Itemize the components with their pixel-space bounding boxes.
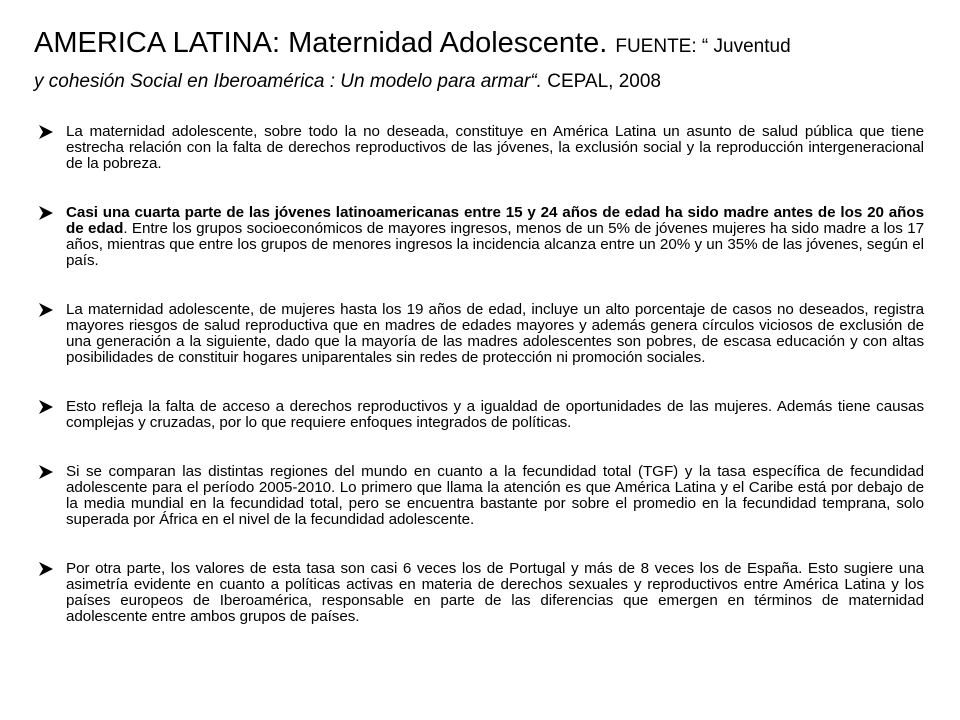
arrowhead-bullet-icon (38, 562, 54, 576)
bullet-item (38, 302, 924, 366)
bullet-item (38, 399, 924, 431)
title-line-2 (34, 65, 934, 99)
arrowhead-bullet-icon (38, 465, 54, 479)
title-line-1 (34, 26, 934, 65)
arrowhead-bullet-icon (38, 206, 54, 220)
bullet-bold-text: Casi una cuarta parte de las jóvenes latinoamericanas entre 15 y 24 años de edad ha sido madre antes de los 20 años de edad (66, 204, 924, 237)
bullet-item (38, 124, 924, 172)
bullet-item (38, 561, 924, 625)
slide-title (34, 26, 934, 99)
bullet-item (38, 464, 924, 528)
arrowhead-bullet-icon (38, 303, 54, 317)
title-source-name: y cohesión Social en Iberoamérica : Un modelo para armar“. (34, 71, 542, 92)
arrowhead-bullet-icon (38, 400, 54, 414)
bullet-text: La maternidad adolescente, de mujeres hasta los 19 años de edad, incluye un alto porcentaje de casos no deseados, registra mayores riesgos de salud reproductiva que en madres de edades mayores y además genera círculos viciosos de exclusión de una generación a la siguiente, dado que la mayoría de las madres adolescentes son pobres, de escasa educación y con altas posibilidades de constituir hogares uniparentales sin redes de protección ni promoción sociales. (66, 301, 924, 366)
bullet-item (38, 205, 924, 269)
bullet-text: Esto refleja la falta de acceso a derechos reproductivos y a igualdad de oportunidades de las mujeres. Además tiene causas complejas y cruzadas, por lo que requiere enfoques integrados de políticas. (66, 398, 924, 431)
bullet-text: Por otra parte, los valores de esta tasa son casi 6 veces los de Portugal y más de 8 veces los de España. Esto sugiere una asimetría evidente en cuanto a políticas activas en materia de derechos sexuales y reproductivos entre América Latina y los países europeos de Iberoamérica, responsable en parte de las diferencias que emergen en términos de maternidad adolescente entre ambos grupos de países. (66, 560, 924, 625)
title-dot: . (599, 27, 616, 59)
bullet-text: La maternidad adolescente, sobre todo la no deseada, constituye en América Latina un asunto de salud pública que tiene estrecha relación con la falta de derechos reproductivos de las jóvenes, la exclusión social y la reproducción intergeneracional de la pobreza. (66, 123, 924, 172)
title-source-tail: CEPAL, 2008 (541, 71, 661, 92)
bullet-text: . Entre los grupos socioeconómicos de mayores ingresos, menos de un 5% de jóvenes mujeres ha sido madre a los 17 años, mientras que entre los grupos de menores ingresos la incidencia alcanza entre un 20% y un 35% de las jóvenes, según el país. (66, 220, 924, 269)
title-main: AMERICA LATINA: Maternidad Adolescente (34, 27, 600, 59)
bullet-list (38, 124, 924, 658)
title-source-label: FUENTE: “ Juventud (615, 36, 791, 57)
arrowhead-bullet-icon (38, 125, 54, 139)
bullet-text: Si se comparan las distintas regiones del mundo en cuanto a la fecundidad total (TGF) y la tasa específica de fecundidad adolescente para el período 2005-2010. Lo primero que llama la atención es que América Latina y el Caribe está por debajo de la media mundial en la fecundidad total, pero se encuentra bastante por sobre el promedio en la fecundidad temprana, solo superada por África en el nivel de la fecundidad adolescente. (66, 463, 924, 528)
